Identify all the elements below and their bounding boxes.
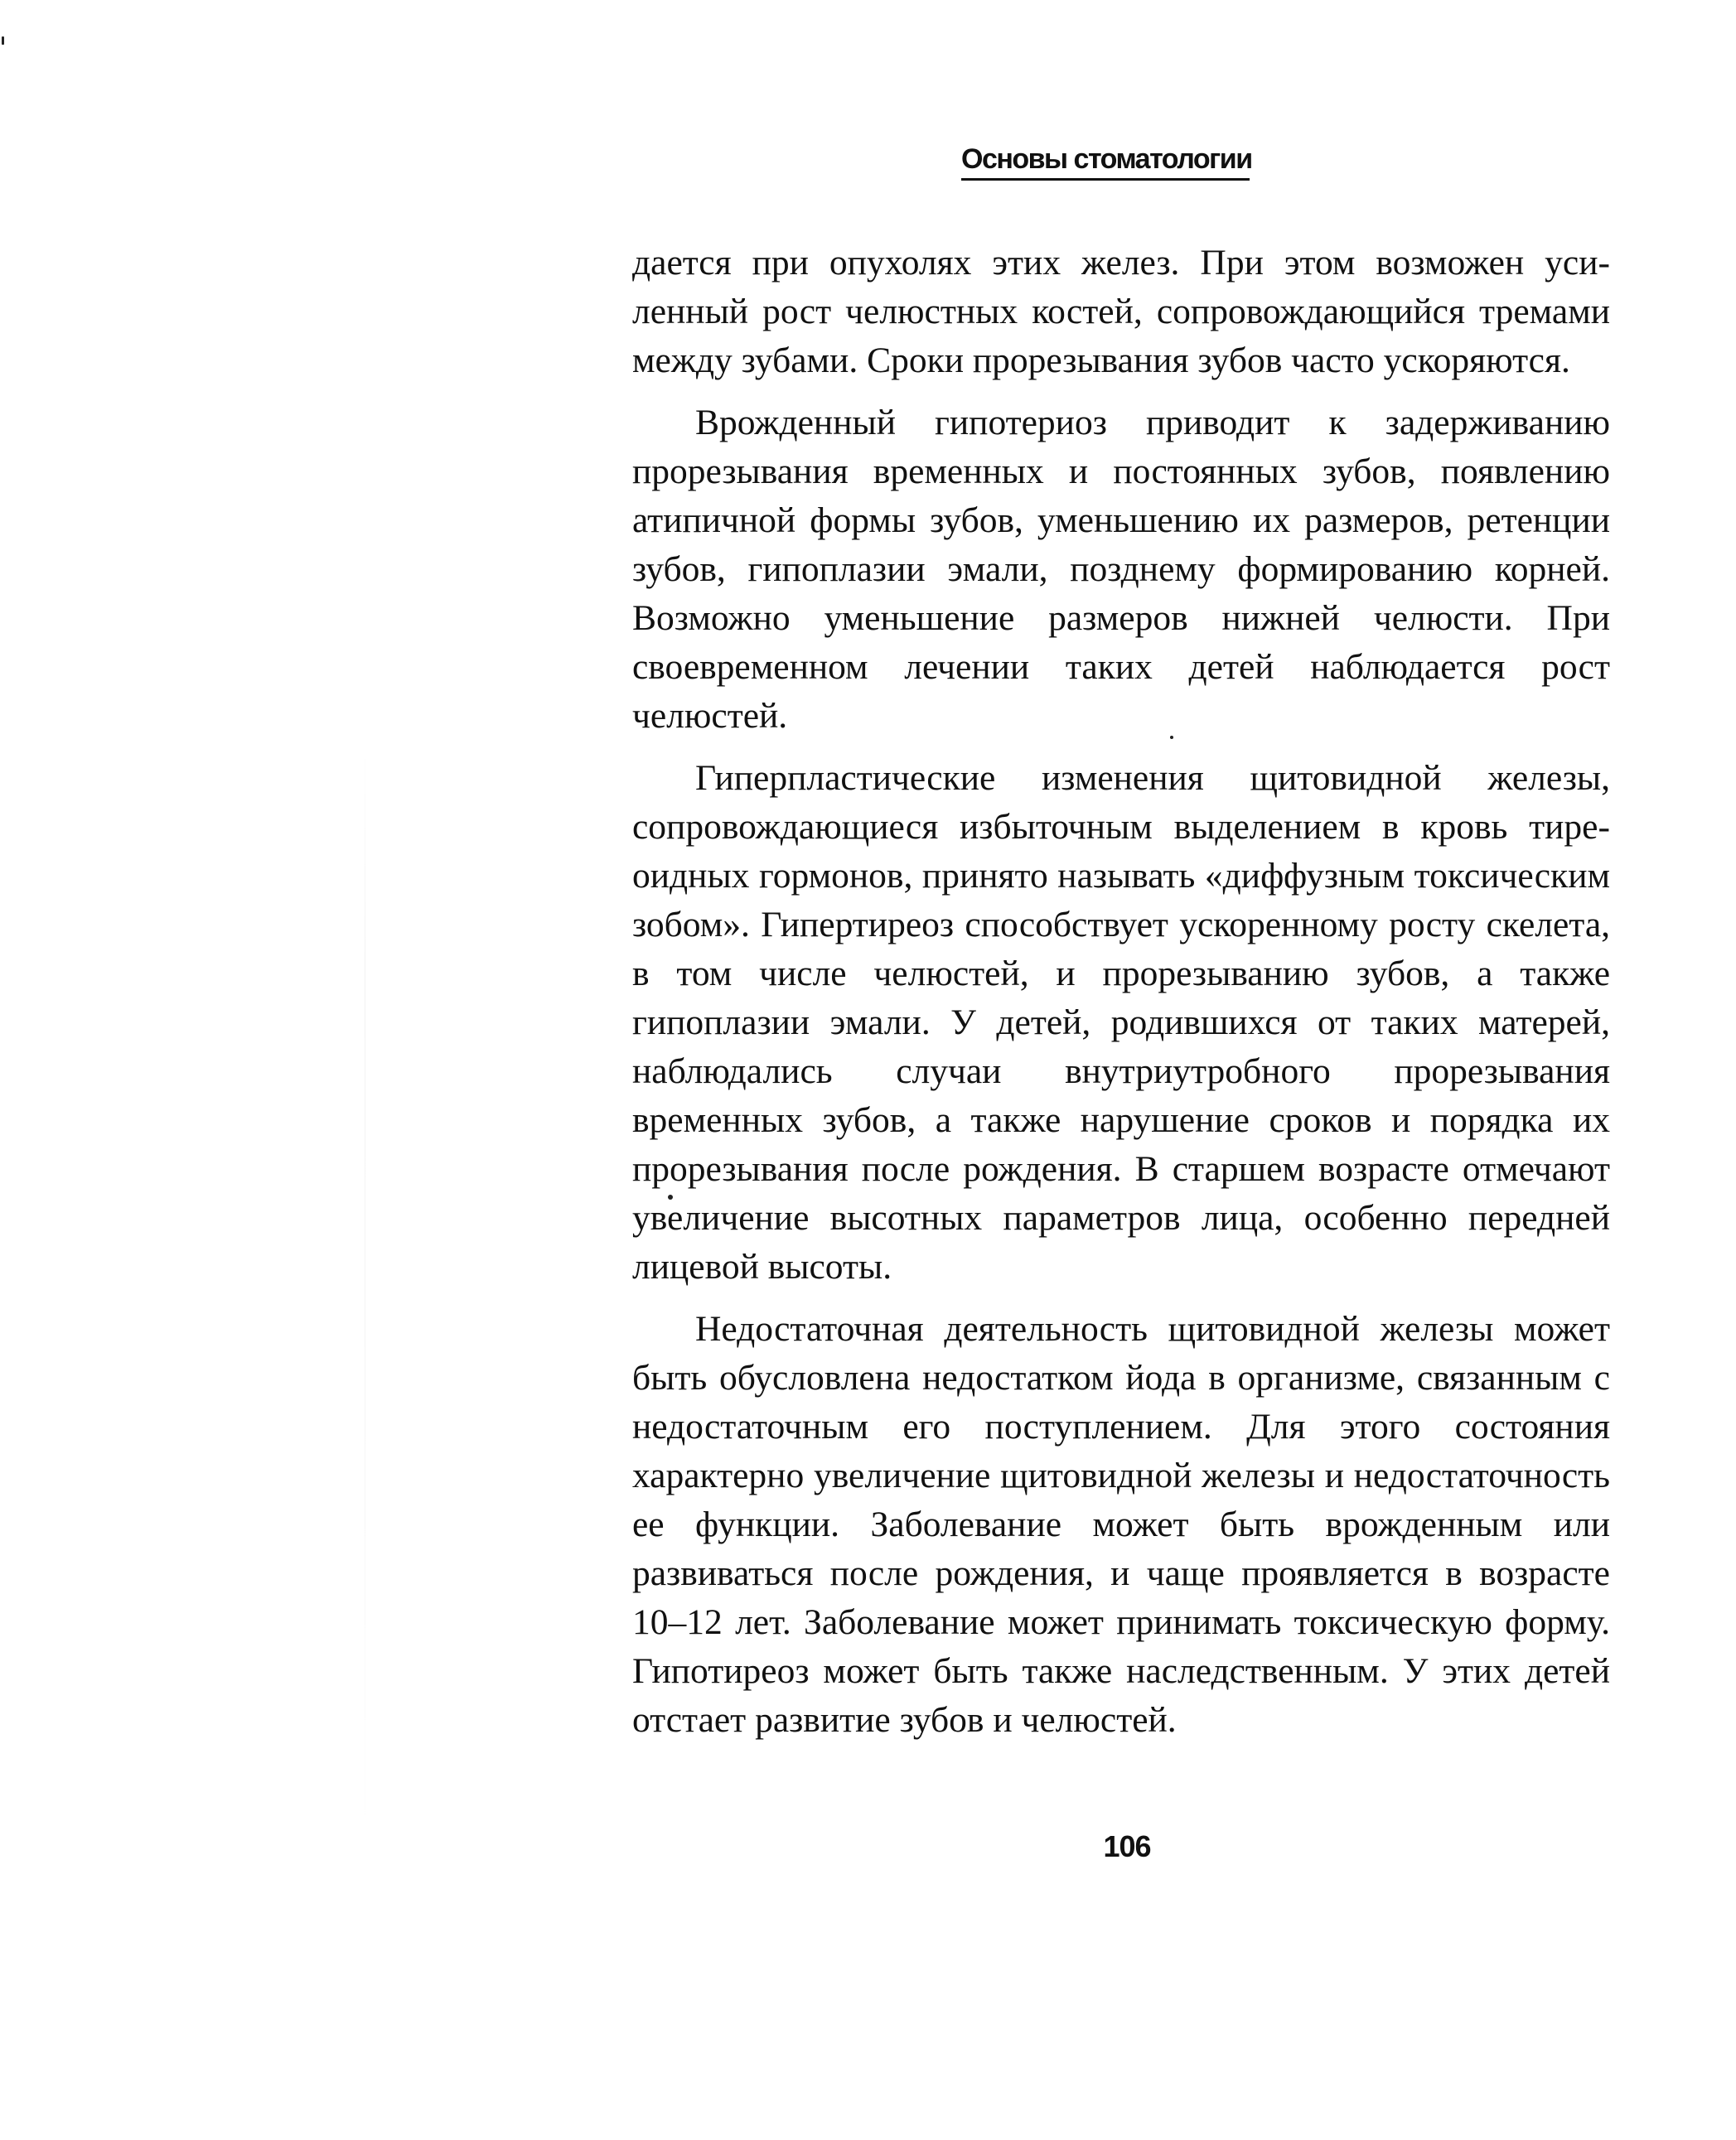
body-text	[632, 239, 1610, 1758]
paragraph-1: дается при опухолях этих желез. При этом возможен усиленный рост челюстных костей, сопровождающийся тремами между зубами. Сроки прорезывания зубов часто ускоряются.	[632, 243, 1610, 380]
running-head: Основы стоматологии	[961, 143, 1252, 175]
paragraph-4: Недостаточная деятельность щитовидной железы может быть обусловлена недостатком йода в организме, связанным с недостаточным его поступлением. Для этого состояния характерно увеличение щитовидной железы и недостаточность ее функции. Заболевание может быть врожденным или развиваться после рождения, и чаще проявляется в возрасте 10–12 лет. Заболевание может принимать токсическую форму. Гипотиреоз может быть также наследственным. У этих детей отстает развитие зубов и челюстей.	[632, 1309, 1610, 1740]
page-number: 106	[1103, 1829, 1151, 1863]
scan-speck	[2, 36, 4, 45]
paragraph-3: Гиперпластические изменения щитовидной железы, сопровождающиеся избыточным выделением в кровь тиреоидных гормонов, принято называть «диффузным токсическим зобом». Гипертиреоз способствует ускоренному росту скелета, в том числе челюстей, и прорезыванию зубов, а также гипоплазии эмали. У детей, родившихся от таких матерей, наблюдались случаи внутриутробного прорезывания временных зубов, а также нарушение сроков и порядка их прорезывания после рождения. В старшем возрасте отмечают увеличение высотных параметров лица, особенно передней лицевой высоты.	[632, 758, 1610, 1287]
paragraph-2: Врожденный гипотериоз приводит к задерживанию прорезывания временных и постоянных зубов, появлению атипичной формы зубов, уменьшению их размеров, ретенции зубов, гипоплазии эмали, позднему формированию корней. Возможно уменьшение размеров нижней челюсти. При своевременном лечении таких детей наблюдается рост челюстей.	[632, 403, 1610, 736]
running-head-rule	[961, 178, 1250, 181]
